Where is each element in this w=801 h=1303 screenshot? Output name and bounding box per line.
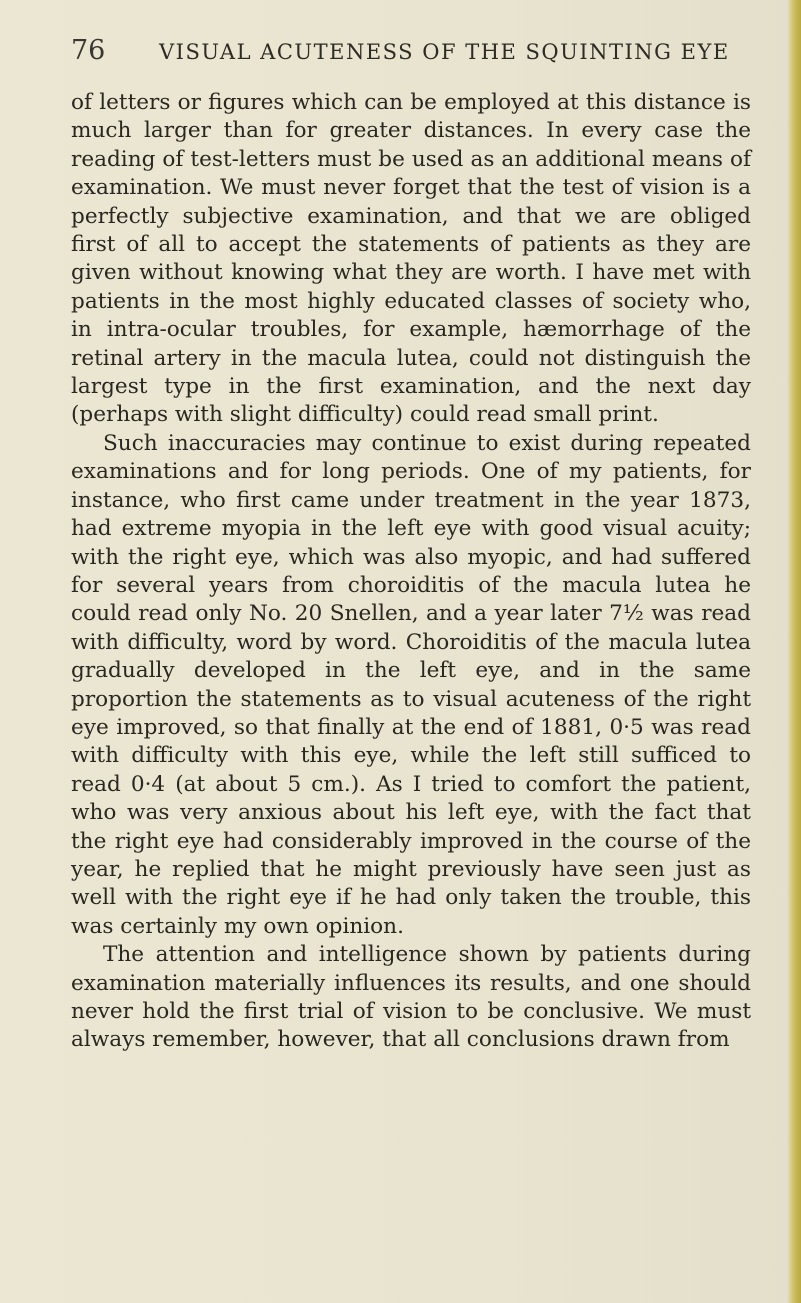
page-edge — [787, 0, 801, 1303]
paragraph: of letters or figures which can be employed at this distance is much larger than for greater distances. In every case the reading of test-letters must be used as an additional means of examination. We must never forget that the test of vision is a perfectly subjective examination, and that we are obliged first of all to accept the statements of patients as they are given without knowing what they are worth. I have met with patients in the most highly educated classes of society who, in intra-ocular troubles, for example, hæmorrhage of the retinal artery in the macula lutea, could not distinguish the largest type in the first examination, and the next day (perhaps with slight difficulty) could read small print. — [71, 90, 751, 428]
page-header — [71, 34, 751, 74]
running-head: VISUAL ACUTENESS OF THE SQUINTING EYE — [159, 40, 730, 64]
paragraph: The attention and intelligence shown by patients during examination materially influences its results, and one should never hold the first trial of vision to be conclusive. We must always remember, however, that all conclusions drawn from — [71, 942, 751, 1053]
body-text — [71, 89, 751, 1055]
page-number: 76 — [71, 35, 106, 66]
paragraph: Such inaccuracies may continue to exist during repeated examinations and for long periods. One of my patients, for instance, who first came under treatment in the year 1873, had extreme myopia in the left eye with good visual acuity; with the right eye, which was also myopic, and had suffered for several years from choroiditis of the macula lutea he could read only No. 20 Snellen, and a year later 7½ was read with difficulty, word by word. Choroiditis of the macula lutea gradually developed in the left eye, and in the same proportion the statements as to visual acuteness of the right eye improved, so that finally at the end of 1881, 0·5 was read with difficulty with this eye, while the left still sufficed to read 0·4 (at about 5 cm.). As I tried to comfort the patient, who was very anxious about his left eye, with the fact that the right eye had considerably improved in the course of the year, he replied that he might previously have seen just as well with the right eye if he had only taken the trouble, this was certainly my own opinion. — [71, 430, 751, 939]
